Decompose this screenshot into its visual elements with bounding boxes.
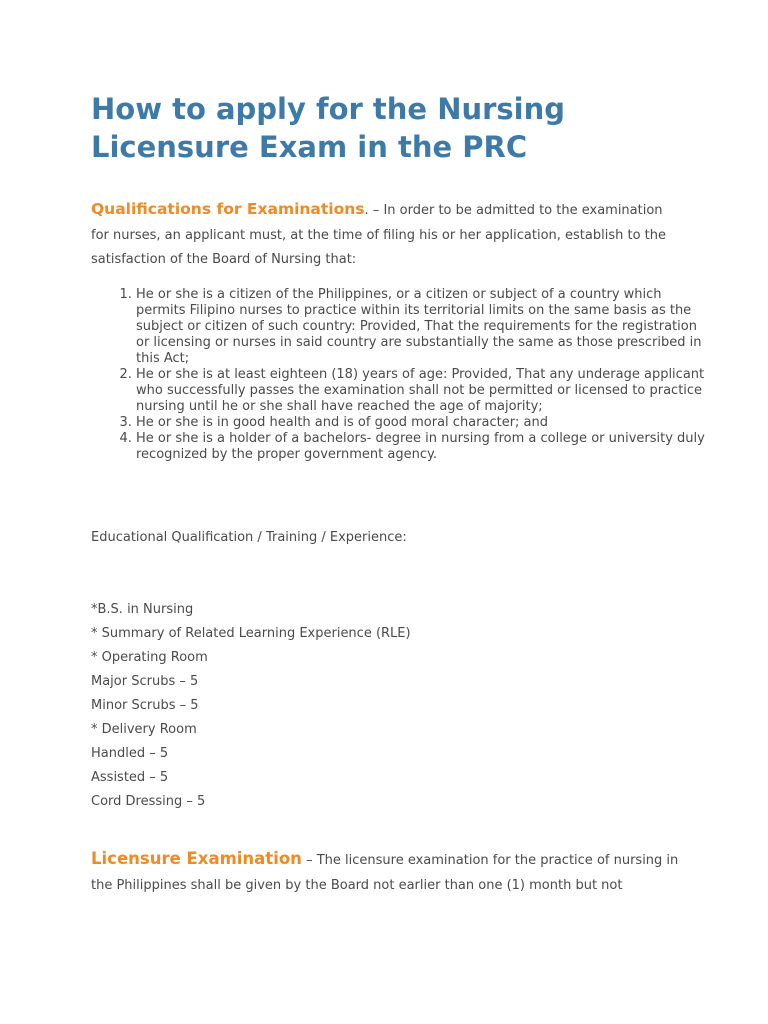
qualification-item: 3. He or she is in good health and is of good moral character; and [136,415,706,431]
qualifications-list [113,287,706,463]
qualifications-paragraph [91,197,681,273]
licensure-heading-suffix: – [301,853,317,868]
qualifications-intro: In order to be admitted to the examination for nurses, an applicant must, at the time of filing his or her application, establish to the satisfaction of the Board of Nursing that: [91,203,667,267]
requirement-line: Cord Dressing – 5 [91,794,206,809]
qualifications-heading-suffix: . – [364,203,384,218]
licensure-paragraph [91,847,681,898]
qualification-item: 1. He or she is a citizen of the Philippines, or a citizen or subject of a country which permits Filipino nurses to practice within its territorial limits on the same basis as the subject or citizen of such country: Provided, That the requirements for the registration or licensing or nurses in said country are substantially the same as those prescribed in this Act; [136,287,706,367]
qualifications-heading: Qualifications for Examinations [91,200,365,218]
licensure-heading: Licensure Examination [91,849,302,868]
requirement-line: Handled – 5 [91,746,169,761]
requirement-line: *B.S. in Nursing [91,602,194,617]
education-heading: Educational Qualification / Training / Experience: [91,530,407,545]
qualification-item: 2. He or she is at least eighteen (18) years of age: Provided, That any underage applicant who successfully passes the examination shall not be permitted or licensed to practice nursing until he or she shall have reached the age of majority; [136,367,706,415]
licensure-text: The licensure examination for the practice of nursing in the Philippines shall be given by the Board not earlier than one (1) month but not [91,853,679,893]
requirement-line: Assisted – 5 [91,770,169,785]
requirement-line: Minor Scrubs – 5 [91,698,199,713]
page-title: How to apply for the Nursing Licensure Exam in the PRC [91,92,566,164]
requirement-line: * Delivery Room [91,722,197,737]
qualification-item: 4. He or she is a holder of a bachelors- degree in nursing from a college or university duly recognized by the proper government agency. [136,431,706,463]
requirement-line: * Summary of Related Learning Experience (RLE) [91,626,411,641]
requirement-line: * Operating Room [91,650,208,665]
requirement-line: Major Scrubs – 5 [91,674,199,689]
education-requirements-list [91,598,411,814]
